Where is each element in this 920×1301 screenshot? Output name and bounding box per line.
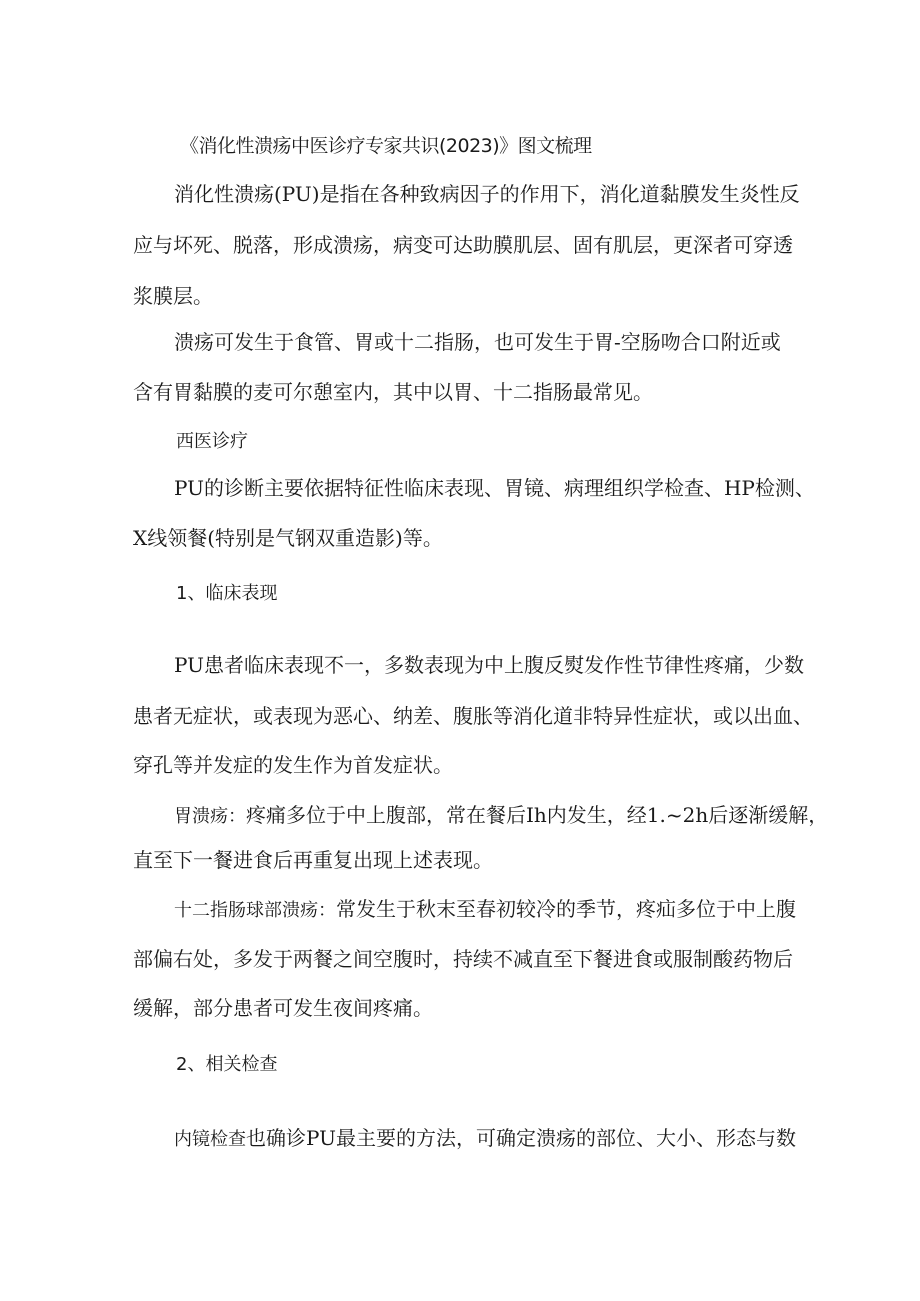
gastric-ulcer-text: 疼痛多位于中上腹部，常在餐后Ih内发生，经1.~2h后逐渐缓解，: [246, 803, 829, 827]
clinical-line-2: 患者无症状，或表现为恶心、纳差、腹胀等消化道非特异性症状，或以出血、: [133, 704, 813, 728]
duodenal-ulcer-text: 常发生于秋末至春初较冷的季节，疼疝多位于中上腹: [336, 897, 796, 921]
intro-line-3: 浆膜层。: [133, 284, 213, 308]
section-western-heading: 西医诊疗: [176, 431, 248, 452]
duodenal-ulcer-label: 十二指肠球部溃疡：: [174, 900, 336, 921]
clinical-line-1: PU患者临床表现不一，多数表现为中上腹反熨发作性节律性疼痛，少数: [174, 653, 804, 677]
duodenal-ulcer-line-2: 部偏右处，多发于两餐之间空腹时，持续不减直至下餐进食或服制酸药物后: [133, 947, 793, 971]
section-exam-heading: 2、相关检查: [176, 1054, 278, 1075]
clinical-line-3: 穿孔等并发症的发生作为首发症状。: [133, 753, 453, 777]
endoscopy-text: 也确诊PU最主要的方法，可确定溃疡的部位、大小、形态与数: [246, 1126, 796, 1150]
gastric-ulcer-line-2: 直至下一餐进食后再重复出现上述表现。: [133, 848, 493, 872]
endoscopy-label: 内镜检查: [174, 1129, 246, 1150]
duodenal-ulcer-line-3: 缓解，部分患者可发生夜间疼痛。: [133, 996, 433, 1020]
gastric-ulcer-label: 胃溃疡：: [174, 806, 246, 827]
intro-line-2: 应与坏死、脱落，形成溃疡，病变可达助膜肌层、固有肌层，更深者可穿透: [133, 233, 793, 257]
endoscopy-line-1: [174, 1124, 796, 1154]
location-line-2: 含有胃黏膜的麦可尔憩室内，其中以胃、十二指肠最常见。: [133, 380, 653, 404]
intro-line-1: 消化性溃疡(PU)是指在各种致病因子的作用下，消化道黏膜发生炎性反: [174, 182, 800, 206]
location-line-1: 溃疡可发生于食管、胃或十二指肠，也可发生于胃-空肠吻合口附近或: [174, 330, 781, 354]
section-clinical-heading: 1、临床表现: [176, 583, 278, 604]
gastric-ulcer-line-1: [174, 801, 828, 831]
diagnosis-line-1: PU的诊断主要依据特征性临床表现、胃镜、病理组织学检查、HP检测、: [174, 476, 815, 500]
diagnosis-line-2: X线领餐(特别是气钢双重造影)等。: [133, 526, 443, 550]
document-title: 《消化性溃疡中医诊疗专家共识(2023)》图文梳理: [180, 135, 592, 157]
duodenal-ulcer-line-1: [174, 895, 796, 925]
